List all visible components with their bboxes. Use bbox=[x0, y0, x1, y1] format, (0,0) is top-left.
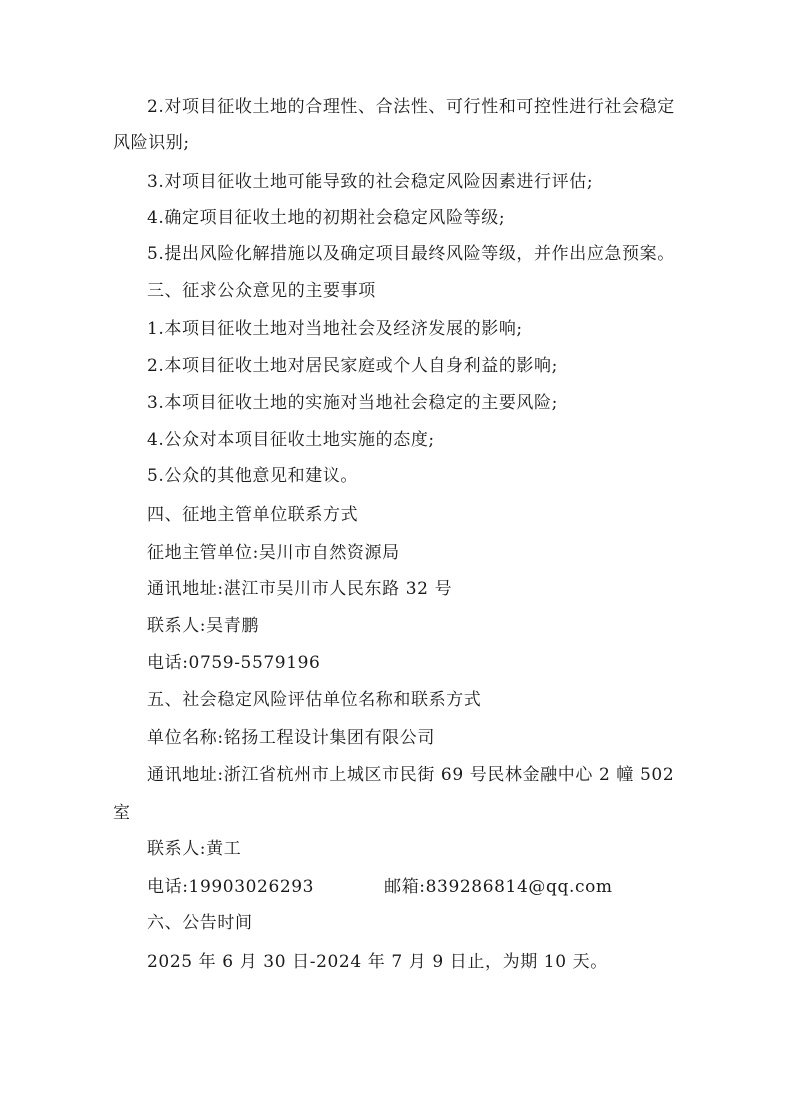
paragraph-line: 2.本项目征收土地对居民家庭或个人自身利益的影响; bbox=[147, 356, 558, 376]
paragraph-line: 5.提出风险化解措施以及确定项目最终风险等级，并作出应急预案。 bbox=[147, 244, 675, 264]
paragraph-line: 联系人:黄工 bbox=[147, 839, 242, 859]
phone-text: 电话:19903026293 bbox=[147, 877, 315, 897]
section-heading: 六、公告时间 bbox=[147, 913, 253, 933]
email-text: 邮箱:839286814@qq.com bbox=[384, 877, 613, 897]
paragraph-line: 4.确定项目征收土地的初期社会稳定风险等级; bbox=[147, 208, 506, 228]
section-heading: 三、征求公众意见的主要事项 bbox=[147, 281, 376, 301]
paragraph-line: 通讯地址:浙江省杭州市上城区市民街 69 号民林金融中心 2 幢 502 bbox=[147, 765, 675, 785]
paragraph-line: 联系人:吴青鹏 bbox=[147, 616, 259, 636]
paragraph-line: 单位名称:铭扬工程设计集团有限公司 bbox=[147, 728, 435, 748]
paragraph-line: 通讯地址:湛江市吴川市人民东路 32 号 bbox=[147, 579, 453, 599]
paragraph-line: 风险识别; bbox=[113, 133, 190, 153]
paragraph-line: 1.本项目征收土地对当地社会及经济发展的影响; bbox=[147, 319, 523, 339]
paragraph-line: 2.对项目征收土地的合理性、合法性、可行性和可控性进行社会稳定 bbox=[147, 97, 675, 117]
section-heading: 四、征地主管单位联系方式 bbox=[147, 505, 359, 525]
paragraph-line: 4.公众对本项目征收土地实施的态度; bbox=[147, 430, 435, 450]
contact-line bbox=[147, 876, 613, 898]
paragraph-line: 室 bbox=[113, 803, 131, 823]
paragraph-line: 电话:0759-5579196 bbox=[147, 653, 321, 673]
section-heading: 五、社会稳定风险评估单位名称和联系方式 bbox=[147, 690, 482, 710]
paragraph-line: 5.公众的其他意见和建议。 bbox=[147, 466, 359, 486]
paragraph-line: 2025 年 6 月 30 日-2024 年 7 月 9 日止，为期 10 天。 bbox=[147, 952, 608, 972]
paragraph-line: 征地主管单位:吴川市自然资源局 bbox=[147, 543, 400, 563]
paragraph-line: 3.本项目征收土地的实施对当地社会稳定的主要风险; bbox=[147, 393, 558, 413]
paragraph-line: 3.对项目征收土地可能导致的社会稳定风险因素进行评估; bbox=[147, 172, 594, 192]
